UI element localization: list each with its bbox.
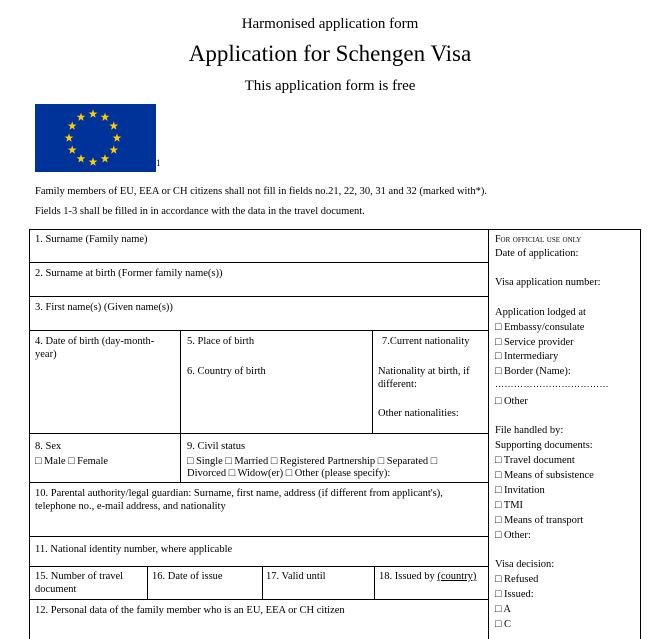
- flag-star-icon: [89, 157, 98, 165]
- field-place-of-birth[interactable]: 5. Place of birth: [187, 336, 255, 347]
- lodged-option-intermediary[interactable]: □ Intermediary: [495, 351, 559, 362]
- fields-note: Fields 1-3 shall be filled in in accordance with the data in the travel document.: [35, 206, 365, 217]
- row-divider: [29, 566, 489, 567]
- lodged-option-border[interactable]: □ Border (Name):: [495, 366, 571, 377]
- application-form-table: [29, 229, 641, 639]
- document-tmi[interactable]: □ TMI: [495, 500, 524, 511]
- lodged-at-label: Application lodged at: [495, 307, 586, 318]
- official-use-heading: For official use only: [495, 234, 582, 245]
- document-invitation[interactable]: □ Invitation: [495, 485, 545, 496]
- official-divider: [488, 229, 489, 639]
- civil-status-options-1[interactable]: □ Single □ Married □ Registered Partnership □ Separated □: [187, 456, 438, 467]
- document-travel[interactable]: □ Travel document: [495, 455, 575, 466]
- field-sex: 8. Sex: [35, 441, 62, 452]
- field-travel-document-number[interactable]: 15. Number of travel document: [35, 571, 124, 595]
- row-divider: [29, 536, 489, 537]
- field-nationality-at-birth[interactable]: Nationality at birth, if different:: [378, 366, 470, 390]
- field-national-id[interactable]: 11. National identity number, where applicable: [35, 544, 233, 555]
- document-other[interactable]: □ Other:: [495, 530, 531, 541]
- flag-footnote: 1: [156, 158, 161, 168]
- flag-star-icon: [101, 113, 110, 121]
- flag-star-icon: [65, 133, 74, 141]
- flag-star-icon: [109, 145, 118, 153]
- free-note: This application form is free: [244, 78, 416, 94]
- document-transport[interactable]: □ Means of transport: [495, 515, 584, 526]
- field-first-names[interactable]: 3. First name(s) (Given name(s)): [35, 302, 173, 313]
- field-civil-status: 9. Civil status: [187, 441, 246, 452]
- decision-c[interactable]: □ C: [495, 619, 511, 630]
- supporting-documents-label: Supporting documents:: [495, 440, 593, 451]
- visa-decision-label: Visa decision:: [495, 559, 555, 570]
- civil-status-options-2[interactable]: Divorced □ Widow(er) □ Other (please specify):: [187, 468, 391, 479]
- col-divider: [180, 330, 181, 433]
- field-family-member-data[interactable]: 12. Personal data of the family member who is an EU, EEA or CH citizen: [35, 605, 345, 616]
- field-issued-by[interactable]: [379, 570, 476, 583]
- table-border: [29, 229, 641, 230]
- field-legal-guardian-2: telephone no., e-mail address, and nationality: [35, 501, 226, 512]
- issued-by-label: 18. Issued by: [379, 571, 435, 582]
- lodged-option-other[interactable]: □ Other: [495, 396, 528, 407]
- border-name-line: ………………………………: [495, 379, 609, 389]
- flag-star-icon: [109, 121, 118, 129]
- row-divider: [29, 262, 489, 263]
- flag-star-icon: [77, 113, 86, 121]
- col-divider: [374, 566, 375, 599]
- family-members-note: Family members of EU, EEA or CH citizens shall not fill in fields no.21, 22, 30, 31 and 32 (marked with*).: [35, 186, 488, 197]
- form-title: Application for Schengen Visa: [188, 41, 472, 66]
- decision-a[interactable]: □ A: [495, 604, 511, 615]
- flag-star-icon: [77, 154, 86, 162]
- field-surname[interactable]: 1. Surname (Family name): [35, 234, 148, 245]
- document-subsistence[interactable]: □ Means of subsistence: [495, 470, 594, 481]
- flag-star-icon: [113, 133, 122, 141]
- flag-star-icon: [101, 154, 110, 162]
- field-valid-until[interactable]: 17. Valid until: [266, 571, 326, 582]
- flag-star-icon: [89, 109, 98, 117]
- row-divider: [29, 433, 489, 434]
- field-surname-at-birth[interactable]: 2. Surname at birth (Former family name(s)): [35, 268, 223, 279]
- flag-star-icon: [68, 145, 77, 153]
- row-divider: [29, 482, 489, 483]
- table-border: [640, 229, 641, 639]
- decision-refused[interactable]: □ Refused: [495, 574, 539, 585]
- eu-flag: [35, 104, 156, 172]
- file-handled-by-label: File handled by:: [495, 425, 564, 436]
- col-divider: [180, 433, 181, 482]
- issued-by-country: (country): [437, 571, 477, 582]
- lodged-option-embassy[interactable]: □ Embassy/consulate: [495, 322, 585, 333]
- row-divider: [29, 599, 489, 600]
- date-of-application-label: Date of application:: [495, 248, 579, 259]
- field-current-nationality[interactable]: 7.Current nationality: [382, 336, 470, 347]
- col-divider: [372, 330, 373, 433]
- field-other-nationalities[interactable]: Other nationalities:: [378, 408, 459, 419]
- sex-options[interactable]: □ Male □ Female: [35, 456, 109, 467]
- col-divider: [262, 566, 263, 599]
- table-border: [29, 229, 30, 639]
- visa-application-number-label: Visa application number:: [495, 277, 601, 288]
- form-subtitle: Harmonised application form: [241, 16, 419, 32]
- col-divider: [147, 566, 148, 599]
- row-divider: [29, 330, 489, 331]
- field-date-of-issue[interactable]: 16. Date of issue: [152, 571, 223, 582]
- eu-flag-stars: [35, 104, 156, 172]
- lodged-option-service-provider[interactable]: □ Service provider: [495, 337, 574, 348]
- field-country-of-birth[interactable]: 6. Country of birth: [187, 366, 266, 377]
- field-date-of-birth[interactable]: 4. Date of birth (day-month-year): [35, 336, 155, 360]
- decision-issued[interactable]: □ Issued:: [495, 589, 534, 600]
- field-legal-guardian[interactable]: 10. Parental authority/legal guardian: Surname, first name, address (if different from applicant's),: [35, 488, 443, 499]
- row-divider: [29, 296, 489, 297]
- flag-star-icon: [68, 121, 77, 129]
